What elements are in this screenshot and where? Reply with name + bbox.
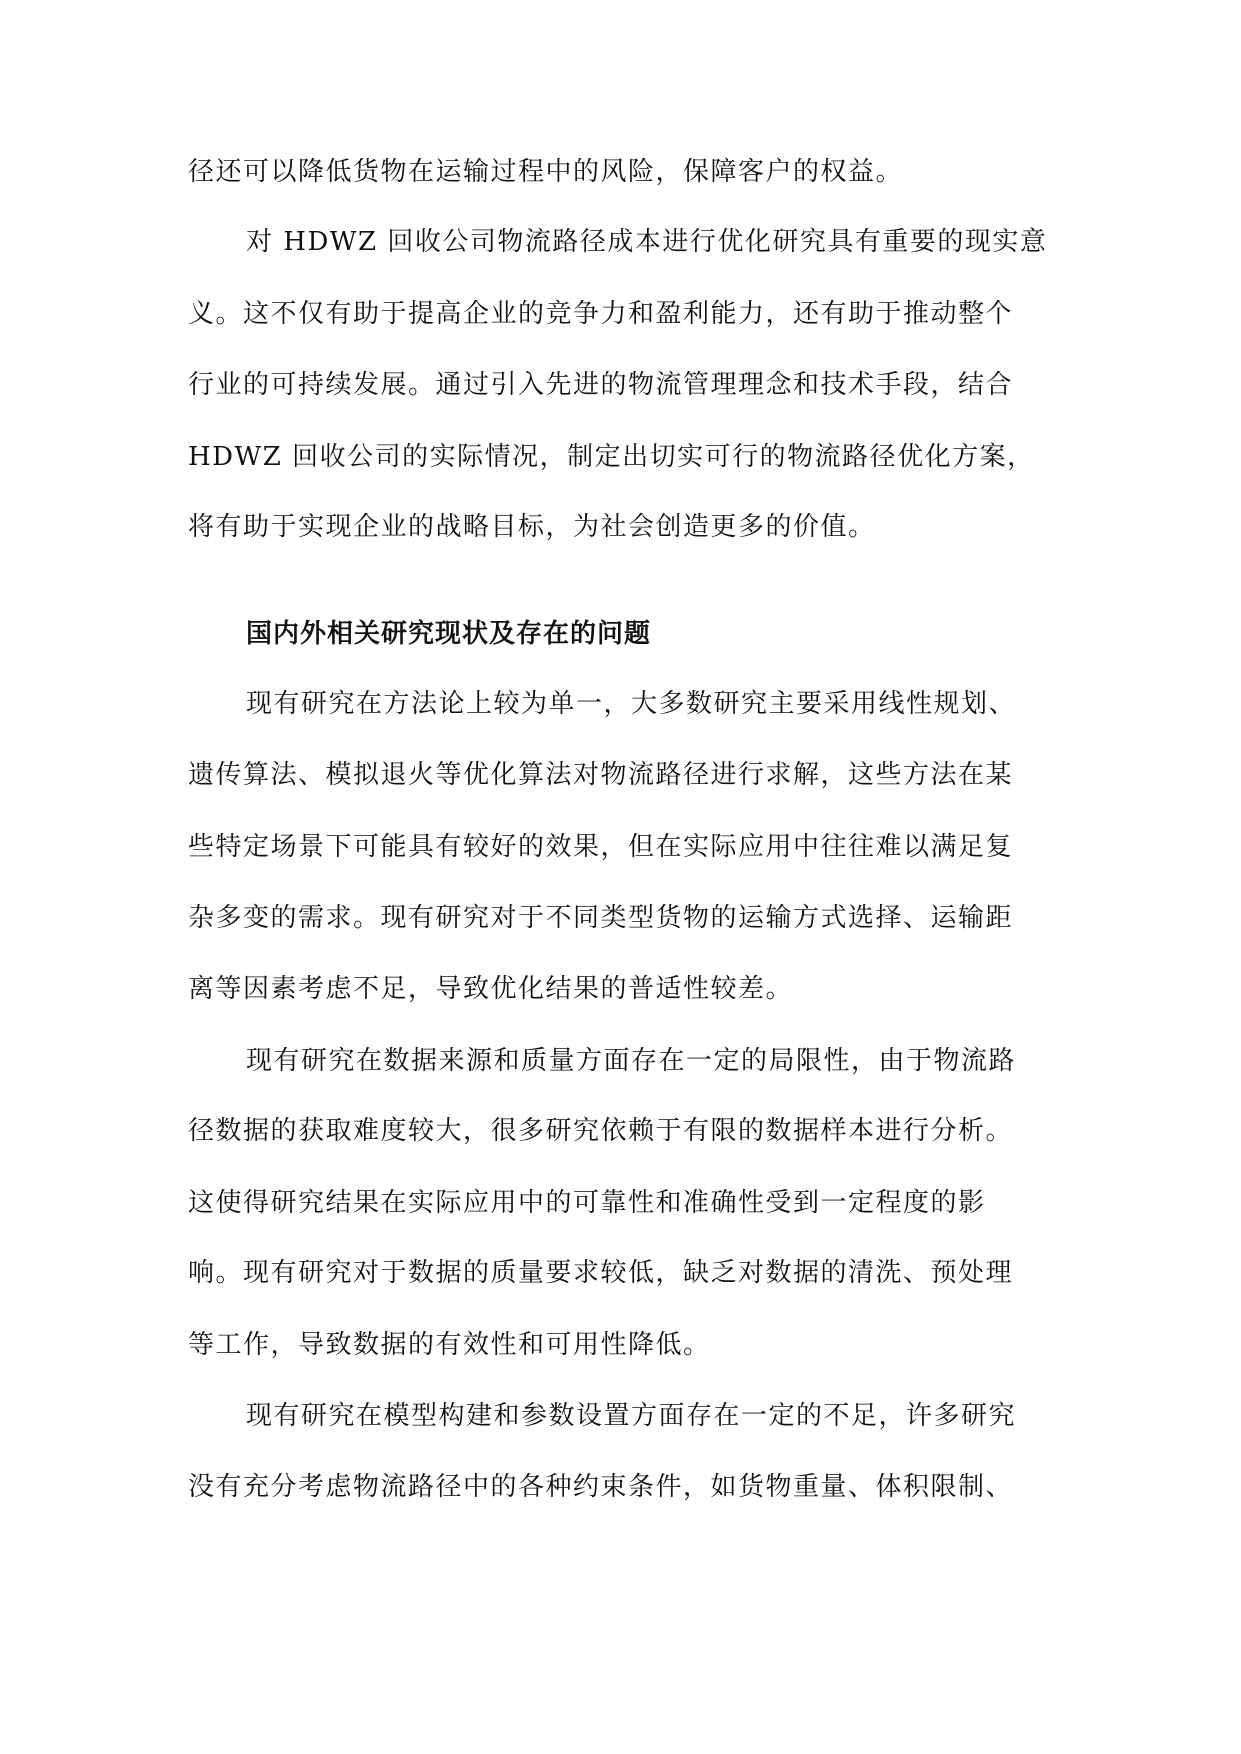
paragraph-line: 行业的可持续发展。通过引入先进的物流管理理念和技术手段，结合 — [188, 370, 1014, 400]
paragraph-line: 现有研究在模型构建和参数设置方面存在一定的不足，许多研究 — [246, 1401, 1017, 1431]
paragraph-line: 响。现有研究对于数据的质量要求较低，缺乏对数据的清洗、预处理 — [188, 1258, 1014, 1288]
paragraph-line: 遗传算法、模拟退火等优化算法对物流路径进行求解，这些方法在某 — [188, 760, 1014, 790]
paragraph-line: 对 HDWZ 回收公司物流路径成本进行优化研究具有重要的现实意 — [246, 227, 1048, 257]
paragraph-line: 些特定场景下可能具有较好的效果，但在实际应用中往往难以满足复 — [188, 832, 1014, 862]
paragraph-line: 将有助于实现企业的战略目标，为社会创造更多的价值。 — [188, 512, 876, 542]
paragraph-line: 径数据的获取难度较大，很多研究依赖于有限的数据样本进行分析。 — [188, 1116, 1014, 1146]
paragraph-line: 径还可以降低货物在运输过程中的风险，保障客户的权益。 — [188, 157, 904, 187]
paragraph-line: HDWZ 回收公司的实际情况，制定出切实可行的物流路径优化方案， — [188, 442, 1035, 472]
paragraph-line: 离等因素考虑不足，导致优化结果的普适性较差。 — [188, 974, 794, 1004]
paragraph-line: 没有充分考虑物流路径中的各种约束条件，如货物重量、体积限制、 — [188, 1472, 1014, 1502]
paragraph-line: 义。这不仅有助于提高企业的竞争力和盈利能力，还有助于推动整个 — [188, 299, 1014, 329]
paragraph-line: 现有研究在数据来源和质量方面存在一定的局限性，由于物流路 — [246, 1046, 1017, 1076]
paragraph-line: 等工作，导致数据的有效性和可用性降低。 — [188, 1330, 711, 1360]
paragraph-line: 杂多变的需求。现有研究对于不同类型货物的运输方式选择、运输距 — [188, 903, 1014, 933]
paragraph-line: 现有研究在方法论上较为单一，大多数研究主要采用线性规划、 — [246, 689, 1017, 719]
section-heading: 国内外相关研究现状及存在的问题 — [246, 619, 652, 649]
paragraph-line: 这使得研究结果在实际应用中的可靠性和准确性受到一定程度的影 — [188, 1188, 986, 1218]
